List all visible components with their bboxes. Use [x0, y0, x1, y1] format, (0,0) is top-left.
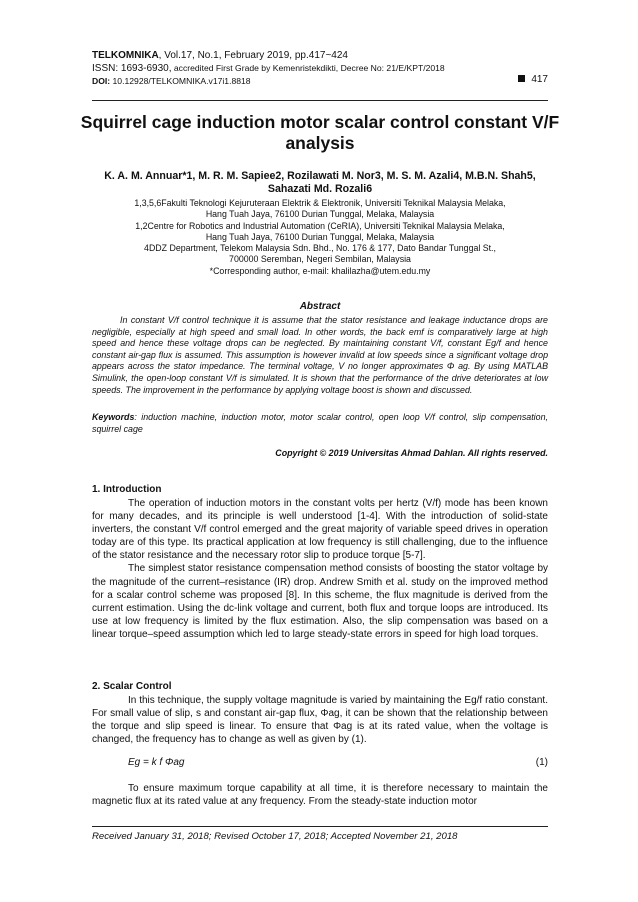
doi-line	[92, 75, 548, 87]
scalar-control-body-continued	[92, 782, 548, 808]
affiliation-line: Hang Tuah Jaya, 76100 Durian Tunggal, Melaka, Malaysia	[205, 209, 435, 220]
journal-citation	[92, 50, 548, 62]
footer-divider	[92, 826, 548, 827]
journal-header	[92, 50, 548, 87]
equation-1	[128, 757, 548, 768]
affiliation-line: 1,3,5,6Fakulti Teknologi Kejuruteraan Elektrik & Elektronik, Universiti Teknikal Malaysia Melaka,	[134, 198, 506, 208]
section-heading-scalar-control: 2. Scalar Control	[92, 681, 172, 692]
doi: 10.12928/TELKOMNIKA.v17i1.8818	[110, 76, 251, 86]
journal-issue: , Vol.17, No.1, February 2019, pp.417~424	[158, 50, 348, 61]
introduction-body	[92, 497, 548, 641]
author-list	[80, 170, 560, 196]
affiliation-line: Hang Tuah Jaya, 76100 Durian Tunggal, Melaka, Malaysia	[205, 231, 435, 242]
section-heading-introduction: 1. Introduction	[92, 484, 162, 495]
received-dates: Received January 31, 2018; Revised October 17, 2018; Accepted November 21, 2018	[92, 831, 458, 842]
scalar-control-body	[92, 694, 548, 746]
paragraph: In this technique, the supply voltage magnitude is varied by maintaining the Eg/f ratio constant. For small value of slip, s and constant air-gap flux, Φag, it can be shown that the relationship between the torque and slip speed is linear. To ensure that Φag is at its rated value, when the voltage is changed, the frequency has to change as well as given by (1).	[92, 695, 548, 746]
paragraph: To ensure maximum torque capability at all time, it is therefore necessary to maintain the magnetic flux at its rated value at any frequency. From the steady-state induction motor	[92, 783, 548, 808]
issn-line	[92, 62, 548, 75]
abstract-heading: Abstract	[299, 301, 341, 312]
accreditation: accredited First Grade by Kemenristekdikti, Decree No: 21/E/KPT/2018	[171, 63, 445, 73]
paper-title: Squirrel cage induction motor scalar control constant V/F analysis	[80, 112, 560, 153]
paragraph: The simplest stator resistance compensation method consists of boosting the stator voltage by the magnitude of the current–resistance (IR) drop. Andrew Smith et al. study on the improved method for a scalar control scheme was proposed [8]. In this scheme, the flux magnitude is derived from the current estimation. Using the dc-link voltage and current, both flux and torque loops are introduced. Its use at low frequency is limited by the flux estimation. Also, the slip compensation was based on a linear torque–speed assumption which led to large steady-state errors in speed for high load torques.	[92, 563, 548, 640]
equation-expression: Eg = k f Φag	[128, 757, 185, 768]
paragraph: The operation of induction motors in the constant volts per hertz (V/f) mode has been known for many decades, and its principle is well understood [1-4]. With the introduction of solid-state inverters, the constant V/f control emerged and the great majority of variable speed drives in operation today are of this type. Its practical application at low frequency is still challenging, due to the influence of the stator resistance and the necessary rotor slip to produce torque [5-7].	[92, 498, 548, 562]
issn: ISSN: 1693-6930,	[92, 63, 172, 74]
keywords-list: : induction machine, induction motor, motor scalar control, open loop V/f control, slip compensation, squirrel cage	[92, 412, 548, 434]
affiliation-line: 700000 Seremban, Negeri Sembilan, Malaysia	[229, 254, 411, 265]
author-line: K. A. M. Annuar*1, M. R. M. Sapiee2, Rozilawati M. Nor3, M. S. M. Azali4, M.B.N. Shah5,	[104, 170, 536, 182]
doi-label: DOI:	[92, 76, 111, 86]
affiliation-line: 1,2Centre for Robotics and Industrial Automation (CeRIA), Universiti Teknikal Malaysia Melaka,	[135, 220, 505, 231]
equation-number: (1)	[535, 757, 548, 768]
keywords	[92, 412, 548, 435]
keywords-label: Keywords	[92, 412, 135, 422]
affiliations	[80, 198, 560, 277]
author-line: Sahazati Md. Rozali6	[267, 183, 373, 195]
journal-name: TELKOMNIKA	[92, 50, 159, 61]
square-bullet-icon	[518, 75, 525, 82]
copyright-notice: Copyright © 2019 Universitas Ahmad Dahlan. All rights reserved.	[275, 448, 548, 458]
affiliation-line: 4DDZ Department, Telekom Malaysia Sdn. Bhd., No. 176 & 177, Dato Bandar Tunggal St.,	[144, 243, 496, 254]
page-number: 417	[531, 74, 548, 85]
header-divider	[92, 100, 548, 101]
corresponding-author: *Corresponding author, e-mail: khalilazha@utem.edu.my	[209, 265, 431, 276]
page-number-box	[518, 74, 548, 86]
abstract-text: In constant V/f control technique it is assume that the stator resistance and leakage inductance drops are negligible, especially at high speed and small load. In other words, the back emf is comparatively large at high speed and hence these voltage drops can be neglected. By maintaining constant V/f, constant Eg/f and hence constant air-gap flux is assumed. This assumption is however invalid at low speeds since a significant voltage drop appears across the stator impedance. The terminal voltage, V no longer approximates Φ ag. By using MATLAB Simulink, the open-loop constant V/f is simulated. It is shown that the performance of the drive deteriorates at low speeds. The improvement in the performance by applying voltage boost is shown and discussed.	[92, 315, 548, 395]
